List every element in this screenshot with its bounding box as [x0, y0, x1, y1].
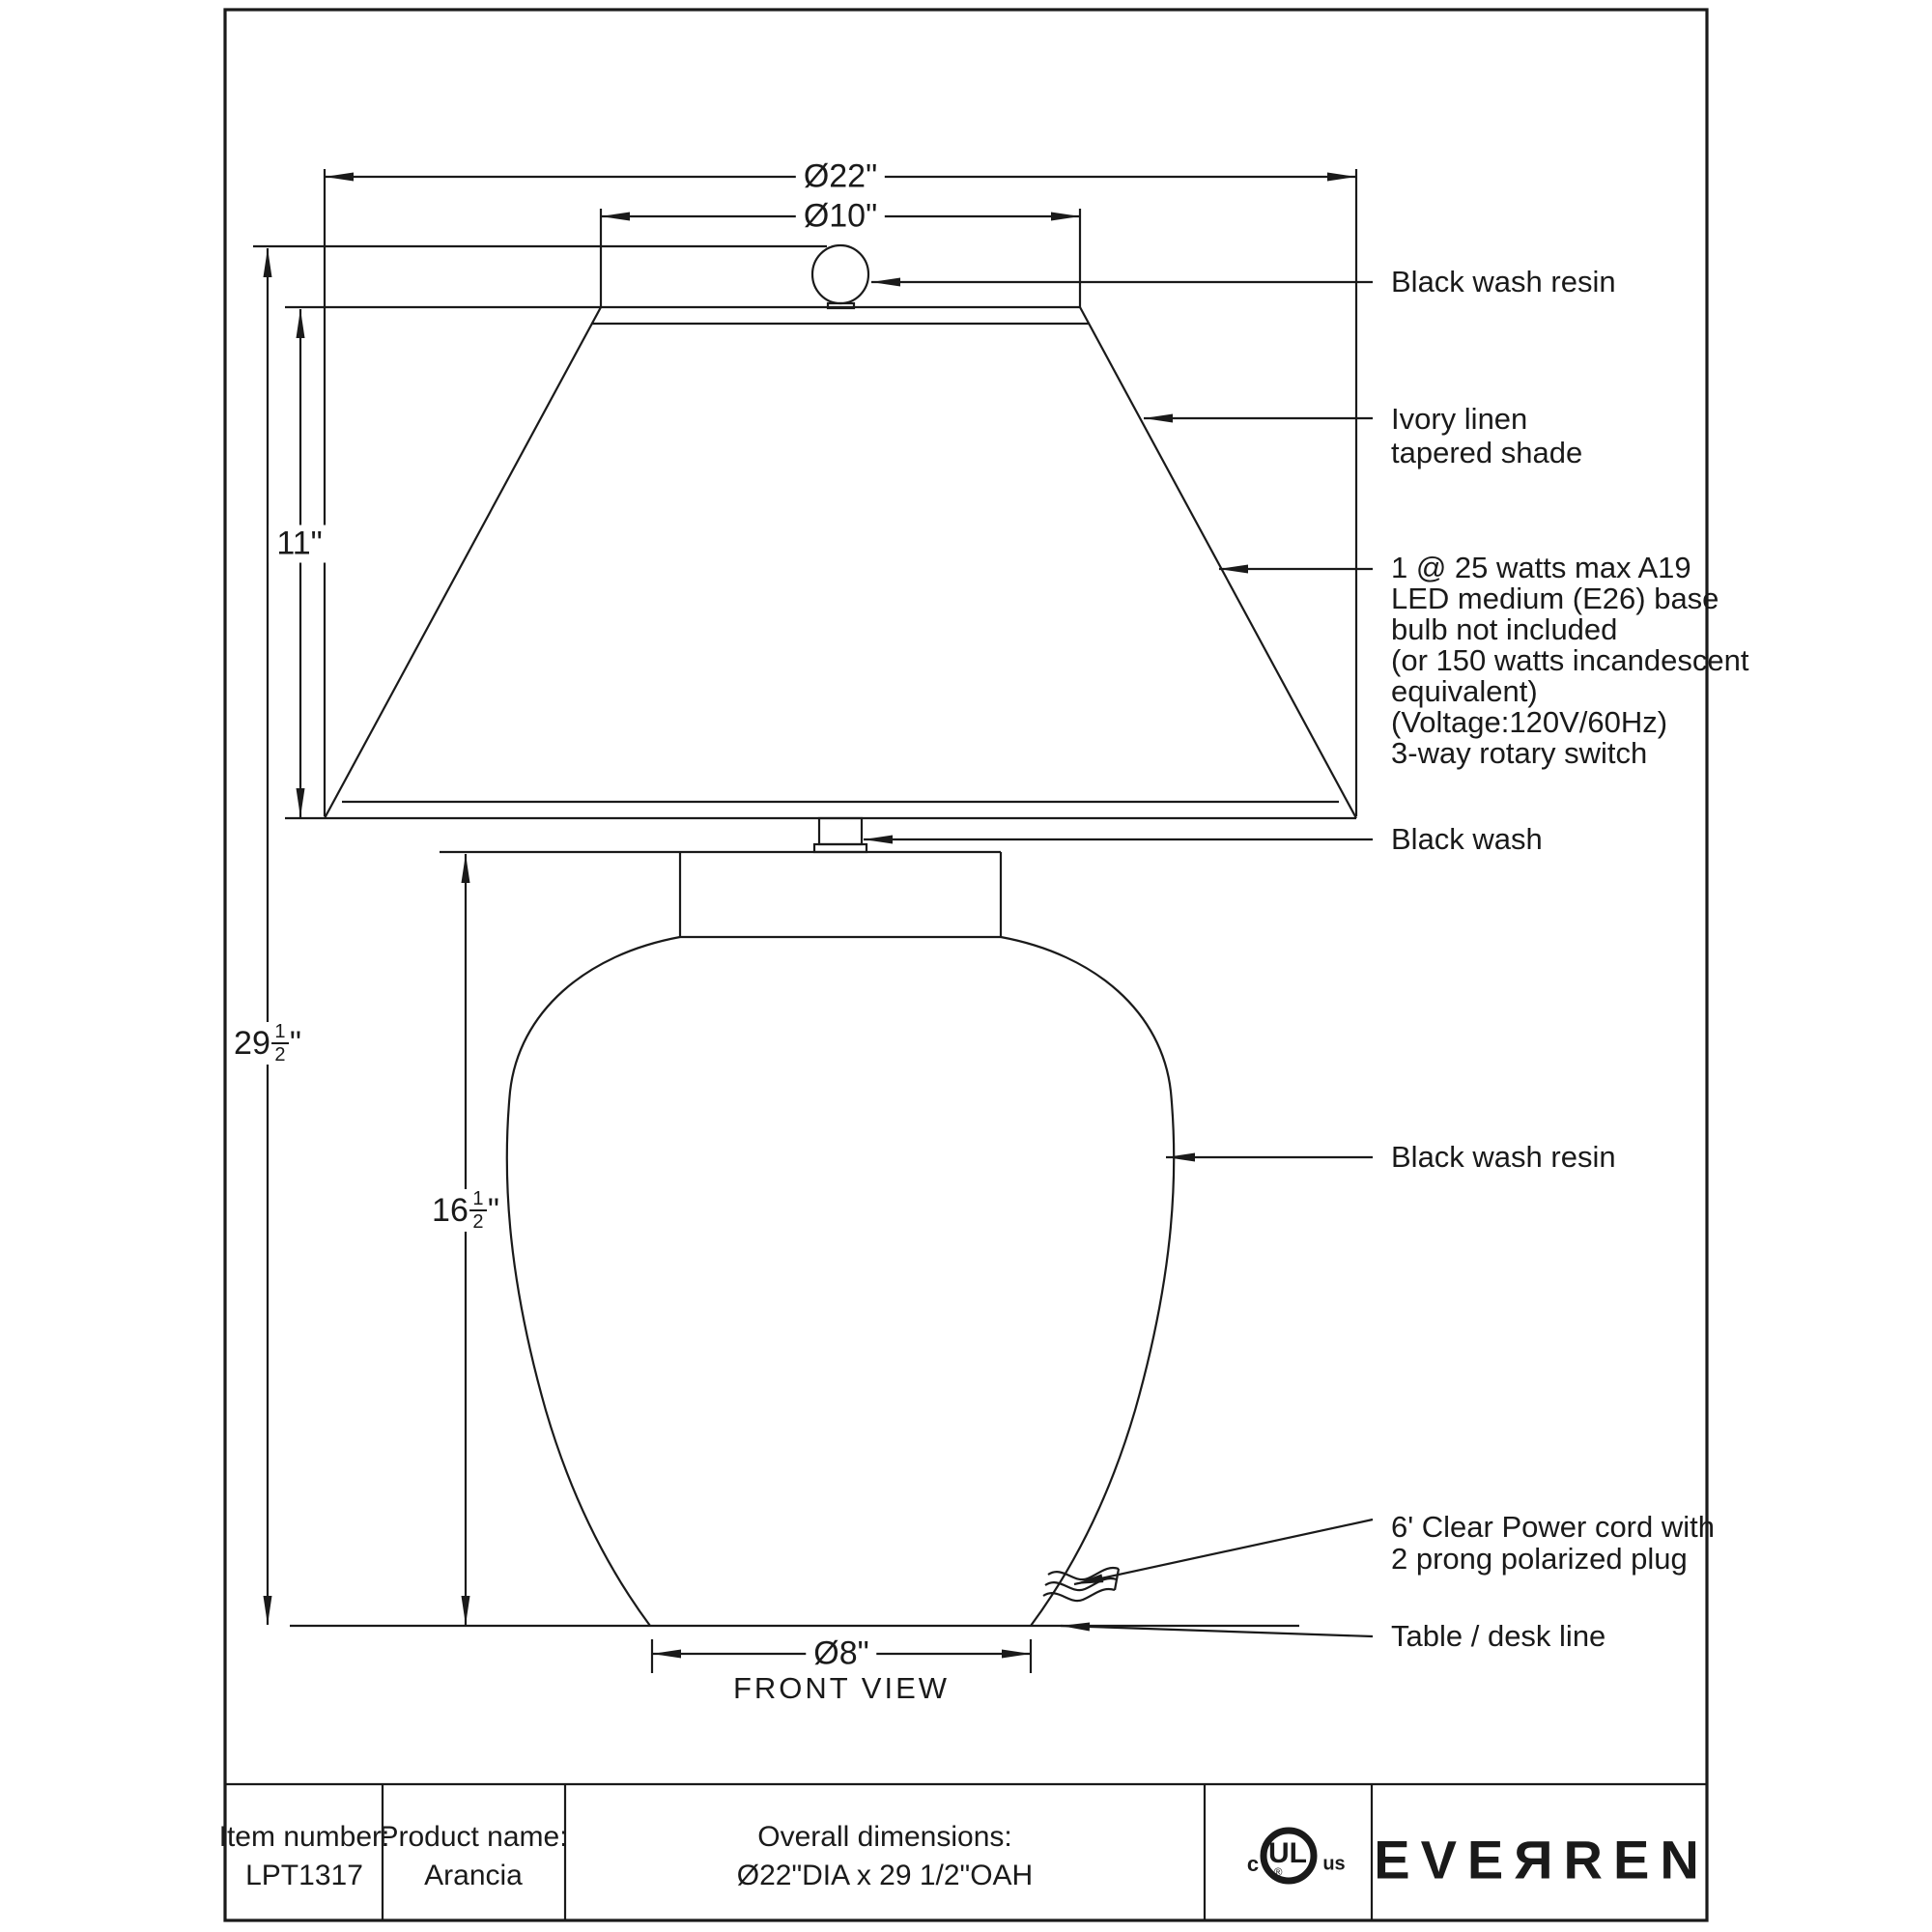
- dim-shade-height: 11": [269, 526, 329, 563]
- dim-overall-height-fraction: $\frac{1}{2}$: [271, 1022, 289, 1065]
- dim-shade-bottom-diameter: Ø22": [796, 158, 885, 196]
- product-name-value: Arancia: [424, 1860, 523, 1891]
- brand-logo: EVEЯREN: [1374, 1829, 1710, 1890]
- power-cord-outline: [1043, 1568, 1119, 1601]
- title-block-product-name: [379, 1818, 567, 1895]
- dimension-lines: [268, 177, 1356, 1654]
- leader-lines: [864, 282, 1373, 1636]
- dim-body-height-whole: 16: [432, 1192, 469, 1229]
- product-name-label: Product name:: [379, 1821, 568, 1853]
- ul-logo-monogram: UL: [1268, 1837, 1307, 1869]
- dim-overall-height-whole: 29: [234, 1025, 270, 1062]
- neck-outline: [814, 818, 867, 852]
- callout-table-line: Table / desk line: [1391, 1619, 1606, 1653]
- ul-logo-c: c: [1246, 1852, 1260, 1876]
- lamp-shade-outline: [325, 307, 1356, 818]
- arrowheads: [264, 173, 1357, 1659]
- extension-lines: [253, 169, 1356, 1673]
- finial-outline: [812, 245, 868, 308]
- dim-base-diameter: Ø8": [806, 1635, 876, 1673]
- callout-cord: 6' Clear Power cord with 2 prong polarized plug: [1391, 1510, 1715, 1576]
- callout-body: Black wash resin: [1391, 1140, 1616, 1174]
- callout-shade: Ivory linen tapered shade: [1391, 402, 1583, 469]
- ul-logo-us: us: [1322, 1853, 1346, 1875]
- overall-dimensions-label: Overall dimensions:: [757, 1821, 1012, 1853]
- title-block-item-number: [219, 1818, 390, 1895]
- dim-body-height-fraction: $\frac{1}{2}$: [469, 1189, 487, 1232]
- overall-dimensions-value: Ø22"DIA x 29 1/2"OAH: [736, 1860, 1034, 1891]
- title-block-overall-dimensions: [737, 1818, 1033, 1895]
- callout-bulb: 1 @ 25 watts max A19 LED medium (E26) base bulb not included (or 150 watts incandescent equivalent) (Voltage:120V/60Hz) 3-way rotary switch: [1391, 551, 1749, 770]
- view-label: FRONT VIEW: [732, 1671, 951, 1705]
- item-number-value: LPT1317: [245, 1860, 363, 1891]
- item-number-label: Item number:: [218, 1821, 390, 1853]
- dim-overall-height: 29 $\frac{1}{2}$ ": [228, 1022, 307, 1065]
- callout-neck: Black wash: [1391, 822, 1543, 856]
- dim-shade-top-diameter: Ø10": [796, 198, 885, 236]
- dim-body-height: 16 $\frac{1}{2}$ ": [426, 1189, 505, 1232]
- lamp-body-outline: [440, 852, 1174, 1626]
- ul-logo-registered-icon: ®: [1273, 1865, 1283, 1879]
- callout-finial: Black wash resin: [1391, 265, 1616, 298]
